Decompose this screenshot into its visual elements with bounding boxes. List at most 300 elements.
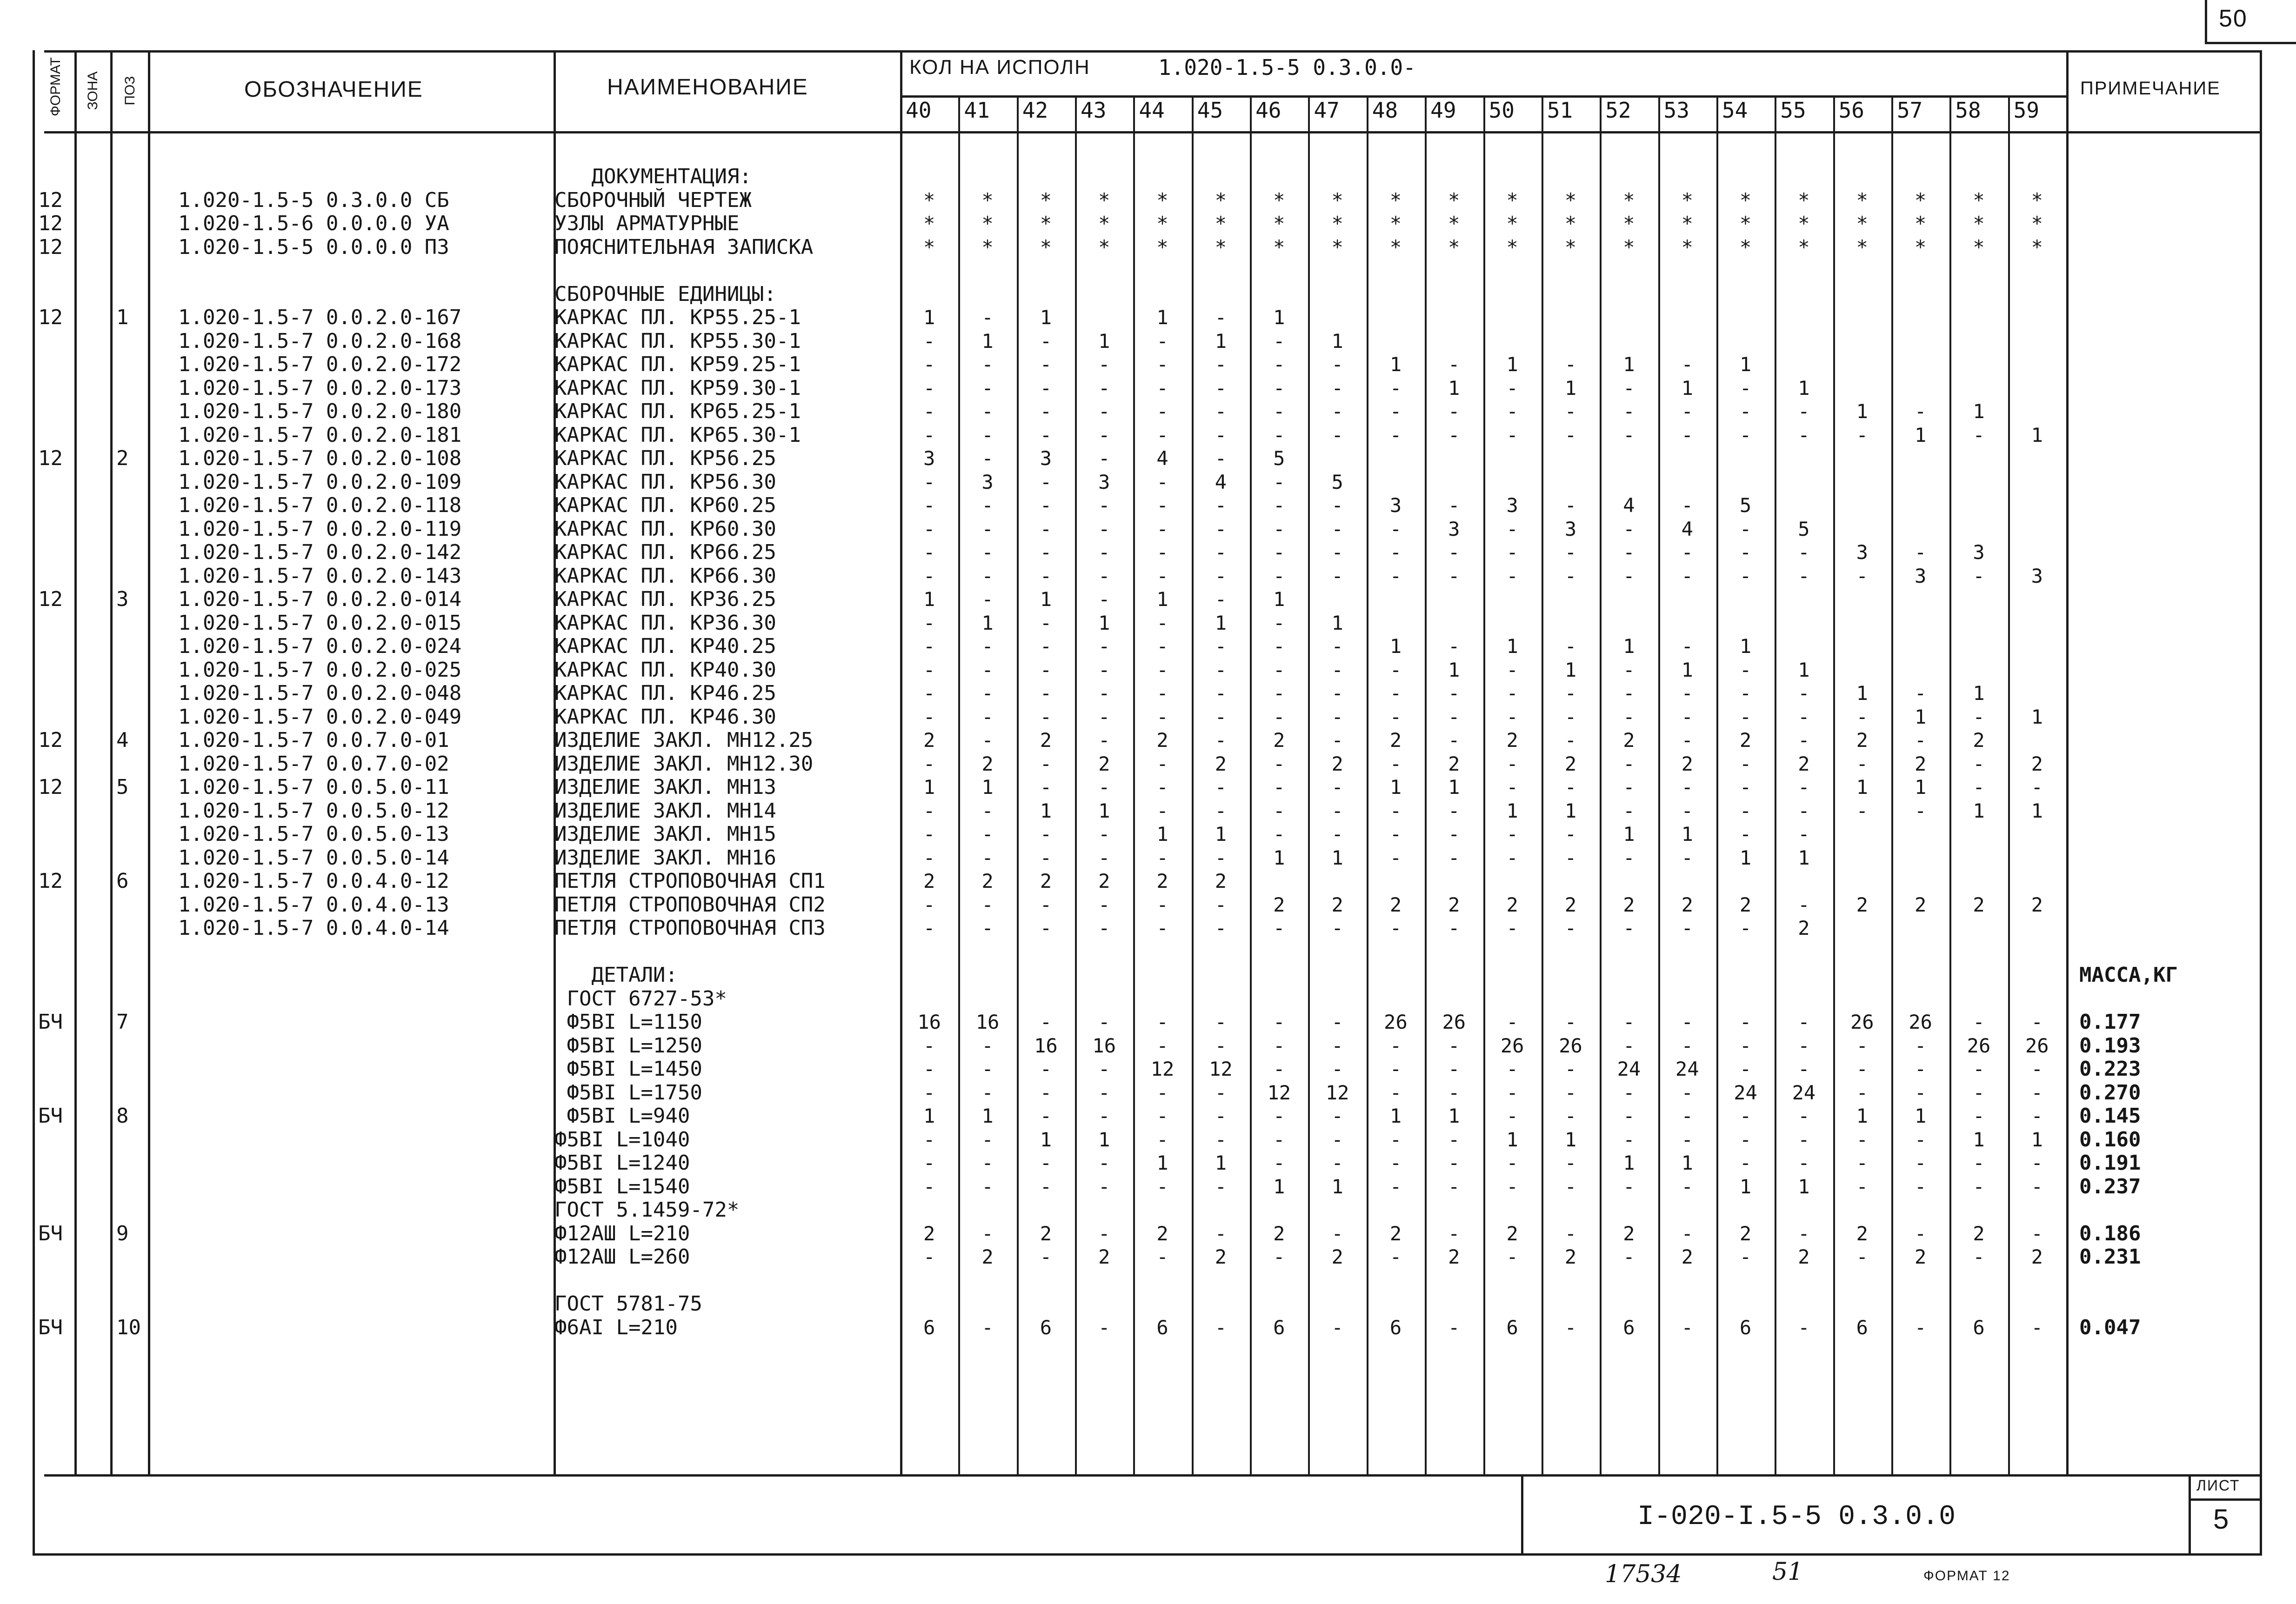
row-qty-cell: 1 bbox=[1448, 658, 1460, 681]
row-note: 0.160 bbox=[2079, 1127, 2141, 1151]
row-qty-cell: - bbox=[1040, 846, 1052, 869]
row-qty-cell: - bbox=[1798, 1034, 1810, 1057]
row-qty-cell: - bbox=[1564, 1175, 1577, 1198]
row-qty-cell: 2 bbox=[923, 729, 935, 752]
row-qty-cell: 1 bbox=[1914, 776, 1927, 799]
row-designation: 1.020-1.5-7 0.0.2.0-014 bbox=[178, 587, 462, 611]
row-qty-cell: 1 bbox=[2031, 1128, 2043, 1151]
row-qty-cell: - bbox=[1040, 400, 1052, 423]
row-qty-cell: - bbox=[1739, 423, 1752, 446]
row-qty-cell: - bbox=[1506, 564, 1518, 587]
row-qty-cell: * bbox=[1448, 212, 1460, 235]
row-name: ДОКУМЕНТАЦИЯ: bbox=[554, 165, 752, 188]
row-qty-cell: 1 bbox=[1798, 846, 1810, 869]
row-qty-cell: 26 bbox=[1384, 1011, 1408, 1033]
row-qty-cell: 2 bbox=[1156, 870, 1168, 892]
row-qty-cell: - bbox=[1914, 799, 1927, 822]
row-designation: 1.020-1.5-7 0.0.2.0-168 bbox=[178, 329, 462, 353]
row-qty-cell: - bbox=[1156, 658, 1168, 681]
row-qty-cell: - bbox=[1564, 400, 1577, 423]
row-qty-cell: - bbox=[1098, 1011, 1110, 1033]
row-qty-cell: - bbox=[1098, 1175, 1110, 1198]
row-qty-cell: 2 bbox=[1914, 893, 1927, 916]
row-qty-cell: - bbox=[1156, 541, 1168, 564]
row-qty-cell: 1 bbox=[923, 306, 935, 329]
row-qty-cell: - bbox=[1798, 400, 1810, 423]
row-qty-cell: - bbox=[1156, 705, 1168, 728]
row-position: 9 bbox=[116, 1221, 129, 1245]
row-qty-cell: - bbox=[1448, 494, 1460, 517]
row-qty-cell: - bbox=[1098, 705, 1110, 728]
row-name: Ф5ВI L=1450 bbox=[554, 1057, 702, 1081]
row-qty-cell: - bbox=[1389, 1151, 1402, 1174]
row-qty-cell: - bbox=[1623, 423, 1635, 446]
row-qty-cell: - bbox=[1389, 1034, 1402, 1057]
row-qty-cell: 1 bbox=[1040, 306, 1052, 329]
row-qty-cell: - bbox=[1973, 564, 1985, 587]
row-qty-cell: - bbox=[1215, 447, 1227, 470]
row-qty-cell: 1 bbox=[2031, 423, 2043, 446]
row-format: 12 bbox=[38, 446, 63, 470]
row-qty-cell: - bbox=[1448, 1151, 1460, 1174]
row-qty-cell: 1 bbox=[1040, 1128, 1052, 1151]
row-name: ИЗДЕЛИЕ ЗАКЛ. МН13 bbox=[554, 775, 776, 799]
row-qty-cell: - bbox=[1739, 1011, 1752, 1033]
variant-header-54: 54 bbox=[1722, 98, 1748, 123]
row-qty-cell: - bbox=[1273, 705, 1285, 728]
row-qty-cell: - bbox=[1331, 1058, 1343, 1080]
row-qty-cell: - bbox=[1448, 1222, 1460, 1245]
row-qty-cell: - bbox=[1273, 1034, 1285, 1057]
row-qty-cell: - bbox=[1273, 1105, 1285, 1127]
row-qty-cell: - bbox=[1798, 682, 1810, 705]
row-qty-cell: - bbox=[1856, 423, 1868, 446]
row-qty-cell: 2 bbox=[1623, 1222, 1635, 1245]
row-position: 10 bbox=[116, 1315, 141, 1339]
variant-header-58: 58 bbox=[1955, 98, 1981, 123]
row-qty-cell: - bbox=[923, 658, 935, 681]
row-qty-cell: 3 bbox=[1448, 517, 1460, 540]
row-qty-cell: - bbox=[1623, 799, 1635, 822]
row-qty-cell: 3 bbox=[1098, 470, 1110, 493]
row-qty-cell: - bbox=[1215, 635, 1227, 658]
row-name: КАРКАС ПЛ. КР59.25-1 bbox=[554, 353, 801, 376]
row-qty-cell: 6 bbox=[1506, 1316, 1518, 1339]
row-qty-cell: - bbox=[981, 447, 994, 470]
row-qty-cell: - bbox=[1506, 705, 1518, 728]
row-qty-cell: - bbox=[1098, 541, 1110, 564]
row-qty-cell: 1 bbox=[981, 1105, 994, 1127]
row-qty-cell: - bbox=[2031, 1081, 2043, 1104]
row-qty-cell: - bbox=[1564, 1081, 1577, 1104]
col-divider-zone bbox=[110, 50, 113, 1477]
row-qty-cell: - bbox=[923, 1081, 935, 1104]
row-qty-cell: - bbox=[1215, 1034, 1227, 1057]
row-qty-cell: - bbox=[981, 893, 994, 916]
row-designation: 1.020-1.5-7 0.0.2.0-109 bbox=[178, 470, 462, 494]
col-header-designation: ОБОЗНАЧЕНИЕ bbox=[244, 77, 423, 102]
row-qty-cell: 1 bbox=[923, 776, 935, 799]
row-qty-cell: * bbox=[1973, 188, 1985, 212]
row-qty-cell: - bbox=[1973, 752, 1985, 775]
row-qty-cell: 2 bbox=[2031, 752, 2043, 775]
page-number: 50 bbox=[2219, 5, 2248, 32]
row-qty-cell: - bbox=[1448, 705, 1460, 728]
row-qty-cell: 26 bbox=[1442, 1011, 1466, 1033]
row-qty-cell: - bbox=[1273, 917, 1285, 939]
row-qty-cell: 3 bbox=[1914, 564, 1927, 587]
row-designation: 1.020-1.5-7 0.0.4.0-14 bbox=[178, 916, 449, 940]
row-position: 2 bbox=[116, 446, 129, 470]
row-qty-cell: - bbox=[1156, 1175, 1168, 1198]
row-qty-cell: - bbox=[1856, 1128, 1868, 1151]
row-qty-cell: - bbox=[1040, 470, 1052, 493]
row-qty-cell: 2 bbox=[1389, 893, 1402, 916]
row-qty-cell: - bbox=[1389, 799, 1402, 822]
row-format: БЧ bbox=[38, 1010, 63, 1034]
row-designation: 1.020-1.5-7 0.0.7.0-02 bbox=[178, 752, 449, 776]
row-qty-cell: - bbox=[1564, 1011, 1577, 1033]
row-qty-cell: 1 bbox=[1914, 705, 1927, 728]
row-qty-cell: - bbox=[1681, 541, 1693, 564]
row-qty-cell: - bbox=[1506, 423, 1518, 446]
row-qty-cell: * bbox=[1506, 212, 1518, 235]
row-qty-cell: - bbox=[1856, 1151, 1868, 1174]
page-number-divider bbox=[2205, 0, 2207, 44]
row-qty-cell: - bbox=[923, 799, 935, 822]
row-qty-cell: - bbox=[1856, 1034, 1868, 1057]
row-name: ИЗДЕЛИЕ ЗАКЛ. МН16 bbox=[554, 845, 776, 870]
row-qty-cell: * bbox=[1098, 212, 1110, 235]
row-qty-cell: - bbox=[1798, 1058, 1810, 1080]
row-qty-cell: - bbox=[1681, 1034, 1693, 1057]
variant-header-43: 43 bbox=[1081, 98, 1107, 123]
row-qty-cell: 1 bbox=[1856, 400, 1868, 423]
row-qty-cell: 1 bbox=[1448, 376, 1460, 399]
row-qty-cell: - bbox=[1156, 494, 1168, 517]
row-qty-cell: - bbox=[1798, 705, 1810, 728]
row-note: 0.177 bbox=[2079, 1010, 2141, 1034]
row-position: 3 bbox=[116, 587, 129, 611]
row-qty-cell: - bbox=[1623, 1175, 1635, 1198]
row-qty-cell: 1 bbox=[1973, 400, 1985, 423]
row-qty-cell: - bbox=[1623, 564, 1635, 587]
row-qty-cell: - bbox=[1681, 494, 1693, 517]
row-name: КАРКАС ПЛ. КР40.30 bbox=[554, 658, 776, 682]
row-qty-cell: - bbox=[2031, 1105, 2043, 1127]
row-qty-cell: - bbox=[1506, 1105, 1518, 1127]
row-qty-cell: * bbox=[1040, 235, 1052, 259]
row-qty-cell: 1 bbox=[1623, 635, 1635, 658]
row-qty-cell: - bbox=[1331, 823, 1343, 845]
row-qty-cell: - bbox=[1040, 917, 1052, 939]
row-qty-cell: 2 bbox=[1389, 1222, 1402, 1245]
row-format: 12 bbox=[38, 869, 63, 893]
row-qty-cell: - bbox=[1798, 1128, 1810, 1151]
row-name: Ф5ВI L=1750 bbox=[554, 1080, 702, 1105]
row-qty-cell: * bbox=[2031, 212, 2043, 235]
row-qty-cell: 3 bbox=[1564, 517, 1577, 540]
row-qty-cell: 1 bbox=[1389, 776, 1402, 799]
row-qty-cell: - bbox=[1156, 682, 1168, 705]
variant-header-41: 41 bbox=[964, 98, 990, 123]
row-qty-cell: - bbox=[1739, 658, 1752, 681]
row-qty-cell: - bbox=[923, 564, 935, 587]
row-qty-cell: - bbox=[1156, 1105, 1168, 1127]
row-qty-cell: - bbox=[1273, 1128, 1285, 1151]
row-qty-cell: - bbox=[923, 470, 935, 493]
row-qty-cell: - bbox=[1739, 1034, 1752, 1057]
row-qty-cell: - bbox=[1506, 400, 1518, 423]
row-qty-cell: - bbox=[1331, 799, 1343, 822]
row-qty-cell: - bbox=[1448, 799, 1460, 822]
row-qty-cell: 1 bbox=[1739, 1175, 1752, 1198]
row-qty-cell: - bbox=[923, 1058, 935, 1080]
qty-header-base: 1.020-1.5-5 0.3.0.0- bbox=[1158, 55, 1416, 80]
row-qty-cell: - bbox=[1215, 306, 1227, 329]
row-name: Ф5ВI L=940 bbox=[554, 1104, 690, 1128]
sheet-bottom-border bbox=[33, 1553, 2262, 1556]
row-designation: 1.020-1.5-7 0.0.2.0-172 bbox=[178, 353, 462, 376]
row-qty-cell: 6 bbox=[1623, 1316, 1635, 1339]
row-qty-cell: - bbox=[1098, 729, 1110, 752]
format-label: ФОРМАТ 12 bbox=[1923, 1568, 2010, 1584]
row-qty-cell: - bbox=[1389, 1081, 1402, 1104]
row-qty-cell: 2 bbox=[1798, 1245, 1810, 1268]
row-qty-cell: - bbox=[981, 635, 994, 658]
row-qty-cell: * bbox=[1856, 188, 1868, 212]
row-qty-cell: - bbox=[923, 1128, 935, 1151]
row-qty-cell: 16 bbox=[1034, 1034, 1058, 1057]
row-qty-cell: 1 bbox=[1623, 823, 1635, 845]
row-name: КАРКАС ПЛ. КР46.25 bbox=[554, 681, 776, 705]
row-qty-cell: - bbox=[1681, 799, 1693, 822]
row-qty-cell: - bbox=[1739, 400, 1752, 423]
row-qty-cell: - bbox=[1973, 1105, 1985, 1127]
row-qty-cell: 1 bbox=[923, 588, 935, 611]
row-qty-cell: - bbox=[1331, 658, 1343, 681]
row-qty-cell: 1 bbox=[1506, 635, 1518, 658]
row-name: КАРКАС ПЛ. КР65.25-1 bbox=[554, 399, 801, 423]
row-qty-cell: - bbox=[1623, 400, 1635, 423]
row-qty-cell: - bbox=[1564, 705, 1577, 728]
row-qty-cell: 1 bbox=[1448, 776, 1460, 799]
row-qty-cell: - bbox=[1914, 1058, 1927, 1080]
variant-header-42: 42 bbox=[1022, 98, 1048, 123]
row-name: Ф5ВI L=1540 bbox=[554, 1174, 690, 1198]
row-qty-cell: - bbox=[1681, 1011, 1693, 1033]
variant-header-44: 44 bbox=[1139, 98, 1165, 123]
row-qty-cell: 2 bbox=[1331, 752, 1343, 775]
row-format: 12 bbox=[38, 188, 63, 212]
row-qty-cell: - bbox=[1448, 823, 1460, 845]
row-qty-cell: - bbox=[1273, 470, 1285, 493]
row-note: 0.047 bbox=[2079, 1315, 2141, 1339]
row-format: БЧ bbox=[38, 1221, 63, 1245]
row-qty-cell: - bbox=[1623, 1034, 1635, 1057]
row-qty-cell: - bbox=[1681, 423, 1693, 446]
row-qty-cell: 2 bbox=[1623, 893, 1635, 916]
row-qty-cell: - bbox=[1564, 1222, 1577, 1245]
row-qty-cell: - bbox=[1623, 776, 1635, 799]
row-qty-cell: * bbox=[1798, 188, 1810, 212]
row-qty-cell: - bbox=[1564, 564, 1577, 587]
row-qty-cell: 26 bbox=[2025, 1034, 2049, 1057]
row-qty-cell: - bbox=[1914, 541, 1927, 564]
row-qty-cell: - bbox=[2031, 1058, 2043, 1080]
row-qty-cell: 2 bbox=[1040, 1222, 1052, 1245]
row-qty-cell: 1 bbox=[981, 329, 994, 353]
row-qty-cell: - bbox=[1098, 682, 1110, 705]
row-qty-cell: - bbox=[1681, 917, 1693, 939]
variant-header-40: 40 bbox=[906, 98, 932, 123]
row-qty-cell: - bbox=[1098, 588, 1110, 611]
row-qty-cell: 5 bbox=[1331, 470, 1343, 493]
row-qty-cell: * bbox=[1739, 235, 1752, 259]
row-qty-cell: - bbox=[1623, 1128, 1635, 1151]
row-qty-cell: - bbox=[1564, 776, 1577, 799]
row-qty-cell: * bbox=[1856, 235, 1868, 259]
row-qty-cell: 3 bbox=[1040, 447, 1052, 470]
row-designation: 1.020-1.5-7 0.0.2.0-143 bbox=[178, 564, 462, 588]
row-qty-cell: 2 bbox=[1739, 1222, 1752, 1245]
row-qty-cell: - bbox=[1331, 729, 1343, 752]
row-qty-cell: 2 bbox=[1040, 729, 1052, 752]
qty-header-title: КОЛ НА ИСПОЛН bbox=[909, 56, 1090, 79]
row-qty-cell: - bbox=[981, 423, 994, 446]
row-qty-cell: - bbox=[1040, 329, 1052, 353]
row-qty-cell: - bbox=[1681, 682, 1693, 705]
row-qty-cell: * bbox=[2031, 188, 2043, 212]
row-qty-cell: 1 bbox=[1156, 823, 1168, 845]
row-qty-cell: - bbox=[1739, 823, 1752, 845]
row-qty-cell: 1 bbox=[1098, 799, 1110, 822]
variant-header-52: 52 bbox=[1605, 98, 1631, 123]
row-qty-cell: - bbox=[1856, 705, 1868, 728]
row-qty-cell: 1 bbox=[1215, 611, 1227, 634]
col-divider-pos bbox=[148, 50, 150, 1477]
row-qty-cell: * bbox=[1798, 212, 1810, 235]
row-qty-cell: - bbox=[981, 1128, 994, 1151]
variant-header-55: 55 bbox=[1780, 98, 1806, 123]
variant-header-51: 51 bbox=[1547, 98, 1573, 123]
row-qty-cell: 16 bbox=[1092, 1034, 1116, 1057]
row-qty-cell: - bbox=[1273, 376, 1285, 399]
row-qty-cell: * bbox=[1681, 212, 1693, 235]
row-qty-cell: * bbox=[1973, 235, 1985, 259]
row-name: КАРКАС ПЛ. КР60.25 bbox=[554, 493, 776, 517]
row-qty-cell: - bbox=[923, 846, 935, 869]
row-qty-cell: 12 bbox=[1267, 1081, 1291, 1104]
row-qty-cell: 24 bbox=[1617, 1058, 1641, 1080]
col-header-note: ПРИМЕЧАНИЕ bbox=[2080, 78, 2221, 99]
row-qty-cell: - bbox=[1739, 1128, 1752, 1151]
row-qty-cell: - bbox=[1506, 517, 1518, 540]
row-position: 8 bbox=[116, 1104, 129, 1128]
row-qty-cell: * bbox=[1623, 188, 1635, 212]
row-name: КАРКАС ПЛ. КР66.30 bbox=[554, 564, 776, 588]
row-qty-cell: - bbox=[1564, 823, 1577, 845]
row-designation: 1.020-1.5-7 0.0.2.0-108 bbox=[178, 446, 462, 470]
row-qty-cell: 5 bbox=[1739, 494, 1752, 517]
row-qty-cell: - bbox=[1215, 400, 1227, 423]
row-name: Ф5ВI L=1240 bbox=[554, 1151, 690, 1175]
row-qty-cell: * bbox=[1739, 212, 1752, 235]
row-qty-cell: * bbox=[1856, 212, 1868, 235]
row-qty-cell: - bbox=[923, 353, 935, 376]
row-qty-cell: 26 bbox=[1909, 1011, 1932, 1033]
row-qty-cell: - bbox=[1273, 635, 1285, 658]
row-qty-cell: - bbox=[1681, 729, 1693, 752]
row-qty-cell: 6 bbox=[1389, 1316, 1402, 1339]
row-qty-cell: 1 bbox=[1681, 1151, 1693, 1174]
row-qty-cell: * bbox=[1331, 188, 1343, 212]
row-position: 4 bbox=[116, 728, 129, 752]
variant-header-46: 46 bbox=[1255, 98, 1281, 123]
row-name: ИЗДЕЛИЕ ЗАКЛ. МН12.30 bbox=[554, 752, 814, 776]
row-qty-cell: * bbox=[981, 235, 994, 259]
row-qty-cell: - bbox=[1856, 1245, 1868, 1268]
row-qty-cell: - bbox=[1973, 1151, 1985, 1174]
row-qty-cell: - bbox=[1914, 1151, 1927, 1174]
row-qty-cell: - bbox=[981, 400, 994, 423]
row-qty-cell: - bbox=[1215, 846, 1227, 869]
row-qty-cell: - bbox=[1623, 705, 1635, 728]
row-qty-cell: - bbox=[1215, 1081, 1227, 1104]
row-qty-cell: 2 bbox=[1156, 1222, 1168, 1245]
row-note: 0.186 bbox=[2079, 1221, 2141, 1245]
row-name: СБОРОЧНЫЕ ЕДИНИЦЫ: bbox=[554, 282, 776, 306]
row-qty-cell: 2 bbox=[1798, 917, 1810, 939]
row-qty-cell: 1 bbox=[1564, 658, 1577, 681]
row-qty-cell: - bbox=[923, 376, 935, 399]
row-name: КАРКАС ПЛ. КР55.25-1 bbox=[554, 306, 801, 329]
row-qty-cell: - bbox=[1040, 564, 1052, 587]
row-qty-cell: - bbox=[1331, 917, 1343, 939]
row-qty-cell: 2 bbox=[981, 1245, 994, 1268]
row-qty-cell: 3 bbox=[923, 447, 935, 470]
handwritten-page: 51 bbox=[1772, 1558, 1803, 1586]
col-header-name: НАИМЕНОВАНИЕ bbox=[607, 75, 808, 100]
row-qty-cell: - bbox=[1739, 564, 1752, 587]
row-qty-cell: 1 bbox=[1506, 799, 1518, 822]
row-qty-cell: - bbox=[1215, 1105, 1227, 1127]
row-designation: 1.020-1.5-7 0.0.4.0-13 bbox=[178, 892, 449, 917]
row-qty-cell: - bbox=[1448, 1034, 1460, 1057]
row-qty-cell: - bbox=[1040, 611, 1052, 634]
row-qty-cell: - bbox=[1215, 353, 1227, 376]
row-qty-cell: - bbox=[1273, 353, 1285, 376]
row-qty-cell: - bbox=[1506, 682, 1518, 705]
row-designation: 1.020-1.5-6 0.0.0.0 УА bbox=[178, 212, 449, 235]
row-qty-cell: - bbox=[1040, 752, 1052, 775]
row-qty-cell: * bbox=[1914, 188, 1927, 212]
row-qty-cell: - bbox=[981, 1081, 994, 1104]
row-format: 12 bbox=[38, 235, 63, 259]
row-qty-cell: 1 bbox=[1564, 1128, 1577, 1151]
row-position: 5 bbox=[116, 775, 129, 799]
row-qty-cell: - bbox=[1798, 893, 1810, 916]
row-qty-cell: * bbox=[1681, 235, 1693, 259]
row-qty-cell: - bbox=[981, 564, 994, 587]
row-qty-cell: - bbox=[1273, 423, 1285, 446]
row-designation: 1.020-1.5-7 0.0.2.0-167 bbox=[178, 306, 462, 329]
row-qty-cell: 2 bbox=[1973, 893, 1985, 916]
row-position: 6 bbox=[116, 869, 129, 893]
row-qty-cell: * bbox=[1914, 212, 1927, 235]
handwritten-inventory: 17534 bbox=[1605, 1560, 1682, 1588]
row-qty-cell: - bbox=[1798, 423, 1810, 446]
